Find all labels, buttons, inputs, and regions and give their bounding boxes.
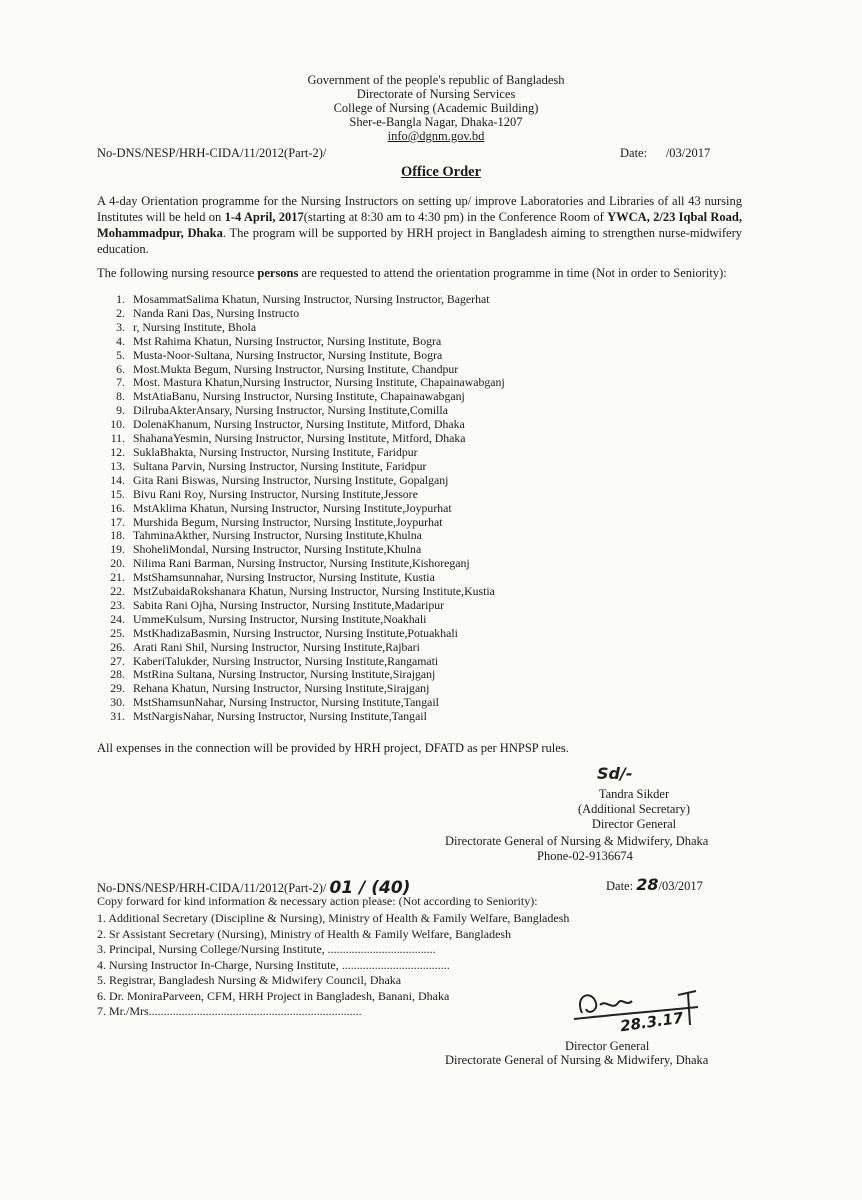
list-item-number: 28.: [110, 667, 125, 682]
copy-recipients-list: [97, 911, 569, 1020]
list-item-text: DolenaKhanum, Nursing Instructor, Nursing Institute, Mitford, Dhaka: [133, 417, 465, 432]
copy-recipient: 1. Additional Secretary (Discipline & Nursing), Ministry of Health & Family Welfare, Bangladesh: [97, 911, 570, 925]
list-item: [97, 682, 505, 696]
header-college: College of Nursing (Academic Building): [333, 101, 539, 115]
list-item-text: Mst Rahima Khatun, Nursing Instructor, Nursing Institute, Bogra: [133, 333, 442, 348]
list-item-number: 23.: [110, 597, 125, 612]
list-item-text: UmmeKulsum, Nursing Instructor, Nursing Institute,Noakhali: [133, 611, 427, 626]
list-item: [97, 307, 505, 321]
list-item-text: MstKhadizaBasmin, Nursing Instructor, Nursing Institute,Potuakhali: [133, 625, 458, 640]
list-item-number: 27.: [110, 653, 125, 668]
list-item-number: 14.: [110, 472, 125, 487]
intro-text-1: A 4-day Orientation programme for the Nursing Instructors on setting up/ improve Laboratories and Libraries of all 43 nursing Institutes will be held on: [97, 194, 742, 224]
copy-recipient: 6. Dr. MoniraParveen, CFM, HRH Project in Bangladesh, Banani, Dhaka: [97, 988, 450, 1003]
list-item-text: Most. Mastura Khatun,Nursing Instructor, Nursing Institute, Chapainawabganj: [133, 375, 505, 390]
header-address: Sher-e-Bangla Nagar, Dhaka-1207: [349, 115, 523, 129]
list-item: [97, 613, 505, 627]
list-item-number: 26.: [110, 639, 125, 654]
list-item: [97, 376, 505, 390]
request-bold: persons: [257, 266, 299, 280]
list-item-text: Nanda Rani Das, Nursing Instructo: [133, 305, 300, 320]
sd-signature: Sd/-: [597, 764, 633, 783]
reference-number: No-DNS/NESP/HRH-CIDA/11/2012(Part-2)/: [97, 146, 327, 160]
list-item-text: MstNargisNahar, Nursing Instructor, Nursing Institute,Tangail: [133, 709, 427, 724]
header-directorate: Directorate of Nursing Services: [356, 87, 516, 101]
list-item-number: 4.: [116, 333, 125, 348]
reference-date: Date: /03/2017: [620, 146, 711, 160]
list-item: [97, 363, 505, 377]
list-item-number: 21.: [110, 570, 125, 585]
header-government: Government of the people's republic of Bangladesh: [307, 73, 565, 87]
list-item-number: 9.: [116, 403, 125, 418]
intro-paragraph: [97, 193, 742, 257]
list-item-number: 12.: [110, 444, 125, 459]
list-item: [97, 585, 505, 599]
list-item-text: KaberiTalukder, Nursing Instructor, Nursing Institute,Rangamati: [133, 653, 439, 668]
list-item-text: Rehana Khatun, Nursing Instructor, Nursing Institute,Sirajganj: [133, 681, 430, 696]
list-item-number: 15.: [110, 486, 125, 501]
page-title: Office Order: [400, 164, 482, 180]
list-item-text: ShahanaYesmin, Nursing Instructor, Nursing Institute, Mitford, Dhaka: [133, 431, 466, 446]
list-item-text: MstRina Sultana, Nursing Instructor, Nursing Institute,Sirajganj: [133, 667, 436, 682]
list-item-number: 31.: [110, 709, 125, 724]
copy-forward-intro: Copy forward for kind information & necessary action please: (Not according to Seniority):: [97, 894, 538, 908]
list-item-number: 25.: [110, 625, 125, 640]
list-item-number: 24.: [110, 611, 125, 626]
list-item: [97, 293, 505, 307]
list-item-text: r, Nursing Institute, Bhola: [133, 319, 257, 334]
date-rest-2: /03/2017: [658, 879, 703, 893]
list-item-text: Musta-Noor-Sultana, Nursing Instructor, Nursing Institute, Bogra: [133, 347, 443, 362]
list-item-number: 7.: [116, 375, 125, 390]
intro-venue: YWCA, 2/23 Iqbal Road, Mohammadpur, Dhaka: [97, 210, 743, 240]
handwritten-memo-number: 01 / (40): [329, 878, 411, 898]
list-item-number: 8.: [116, 389, 125, 404]
handwritten-initial-date: 28.3.17: [619, 1008, 685, 1036]
final-signatory-role: Director General: [565, 1039, 650, 1053]
list-item: [97, 404, 505, 418]
list-item: [97, 516, 505, 530]
list-item-number: 19.: [110, 542, 125, 557]
date-label-2: Date:: [606, 879, 634, 893]
reference-date-2: [606, 877, 703, 894]
list-item: [97, 321, 505, 335]
list-item-text: Most.Mukta Begum, Nursing Instructor, Nursing Institute, Chandpur: [133, 361, 459, 376]
list-item-number: 29.: [110, 681, 125, 696]
list-item: [97, 557, 505, 571]
list-item-text: SuklaBhakta, Nursing Instructor, Nursing Institute, Faridpur: [133, 444, 418, 459]
list-item: [97, 474, 505, 488]
list-item: [97, 627, 505, 641]
list-item-number: 1.: [116, 292, 125, 306]
list-item-text: Arati Rani Shil, Nursing Instructor, Nursing Institute,Rajbari: [133, 639, 420, 654]
list-item-number: 18.: [110, 528, 125, 543]
list-item-number: 3.: [116, 319, 125, 334]
intro-text-3: . The program will be supported by HRH project in Bangladesh aiming to strengthen nurse-midwifery education.: [97, 226, 742, 256]
signatory-role-2: Director General: [591, 817, 677, 831]
signatory-block: [520, 787, 748, 832]
list-item-text: MstAklima Khatun, Nursing Instructor, Nursing Institute,Joypurhat: [133, 500, 452, 515]
signatory-role-1: (Additional Secretary): [577, 802, 691, 816]
request-text-1: The following nursing resource: [97, 266, 255, 280]
list-item-number: 16.: [110, 500, 125, 515]
list-item-text: MosammatSalima Khatun, Nursing Instructor, Nursing Instructor, Bagerhat: [133, 292, 490, 306]
intro-dates: 1-4 April, 2017: [224, 210, 304, 224]
expenses-note: All expenses in the connection will be provided by HRH project, DFATD as per HNPSP rules.: [97, 741, 569, 755]
persons-list: [97, 293, 505, 724]
header-email-link[interactable]: info@dgnm.gov.bd: [387, 129, 485, 143]
signatory-org: Directorate General of Nursing & Midwifery, Dhaka: [445, 834, 709, 848]
list-item-text: ShoheliMondal, Nursing Instructor, Nursing Institute,Khulna: [133, 542, 422, 557]
letterhead: [0, 73, 862, 143]
list-item: [97, 432, 505, 446]
list-item: [97, 418, 505, 432]
list-item-text: Bivu Rani Roy, Nursing Instructor, Nursing Institute,Jessore: [133, 486, 418, 501]
list-item-text: MstAtiaBanu, Nursing Instructor, Nursing Institute, Chapainawabganj: [133, 389, 465, 404]
list-item: [97, 349, 505, 363]
list-item-text: Gita Rani Biswas, Nursing Instructor, Nursing Institute, Gopalganj: [133, 472, 449, 487]
list-item: [97, 502, 505, 516]
list-item-number: 17.: [110, 514, 125, 529]
list-item: [97, 668, 505, 682]
signatory-phone: Phone-02-9136674: [537, 849, 633, 863]
list-item-number: 20.: [110, 556, 125, 571]
list-item: [97, 460, 505, 474]
list-item: [97, 710, 505, 724]
list-item-text: Nilima Rani Barman, Nursing Instructor, Nursing Institute,Kishoreganj: [133, 556, 470, 571]
list-item-number: 30.: [110, 695, 125, 710]
request-text-2: are requested to attend the orientation programme in time (Not in order to Seniority):: [301, 266, 727, 280]
reference-line: [97, 146, 737, 161]
request-paragraph: [97, 265, 742, 281]
copy-recipient: 4. Nursing Instructor In-Charge, Nursing Institute, ....................................: [97, 957, 450, 972]
copy-recipient: 5. Registrar, Bangladesh Nursing & Midwifery Council, Dhaka: [97, 973, 402, 987]
list-item-text: Sabita Rani Ojha, Nursing Instructor, Nursing Institute,Madaripur: [133, 597, 445, 612]
list-item-text: DilrubaAkterAnsary, Nursing Instructor, Nursing Institute,Comilla: [133, 403, 448, 418]
list-item: [97, 599, 505, 613]
intro-text-2: (starting at 8:30 am to 4:30 pm) in the Conference Room of: [303, 210, 604, 224]
copy-recipient: 7. Mr./Mrs.......................................................................: [97, 1004, 362, 1018]
list-item: [97, 446, 505, 460]
list-item: [97, 641, 505, 655]
list-item-text: TahminaAkther, Nursing Instructor, Nursing Institute,Khulna: [133, 528, 422, 543]
list-item-text: Sultana Parvin, Nursing Instructor, Nursing Institute, Faridpur: [133, 458, 427, 473]
handwritten-date-day: 28: [636, 875, 659, 894]
reference-number-2: No-DNS/NESP/HRH-CIDA/11/2012(Part-2)/: [97, 881, 327, 895]
list-item: [97, 529, 505, 543]
copy-recipient: 2. Sr Assistant Secretary (Nursing), Ministry of Health & Family Welfare, Bangladesh: [97, 926, 512, 941]
list-item-number: 5.: [116, 347, 125, 362]
list-item: [97, 696, 505, 710]
list-item-number: 10.: [110, 417, 125, 432]
final-signatory-org: Directorate General of Nursing & Midwifery, Dhaka: [445, 1053, 709, 1067]
list-item-text: Murshida Begum, Nursing Instructor, Nursing Institute,Joypurhat: [133, 514, 443, 529]
list-item-number: 22.: [110, 584, 125, 599]
list-item-number: 13.: [110, 458, 125, 473]
signatory-name: Tandra Sikder: [598, 787, 670, 801]
list-item: [97, 571, 505, 585]
list-item-text: MstZubaidaRokshanara Khatun, Nursing Instructor, Nursing Institute,Kustia: [133, 584, 495, 599]
list-item-text: MstShamsunnahar, Nursing Instructor, Nursing Institute, Kustia: [133, 570, 435, 585]
list-item: [97, 655, 505, 669]
list-item: [97, 543, 505, 557]
list-item: [97, 488, 505, 502]
list-item: [97, 390, 505, 404]
list-item-number: 11.: [110, 431, 125, 446]
list-item-number: 2.: [116, 305, 125, 320]
list-item-text: MstShamsunNahar, Nursing Instructor, Nursing Institute,Tangail: [133, 695, 439, 710]
list-item-number: 6.: [116, 361, 125, 376]
list-item: [97, 335, 505, 349]
copy-recipient: 3. Principal, Nursing College/Nursing Institute, ....................................: [97, 942, 436, 956]
